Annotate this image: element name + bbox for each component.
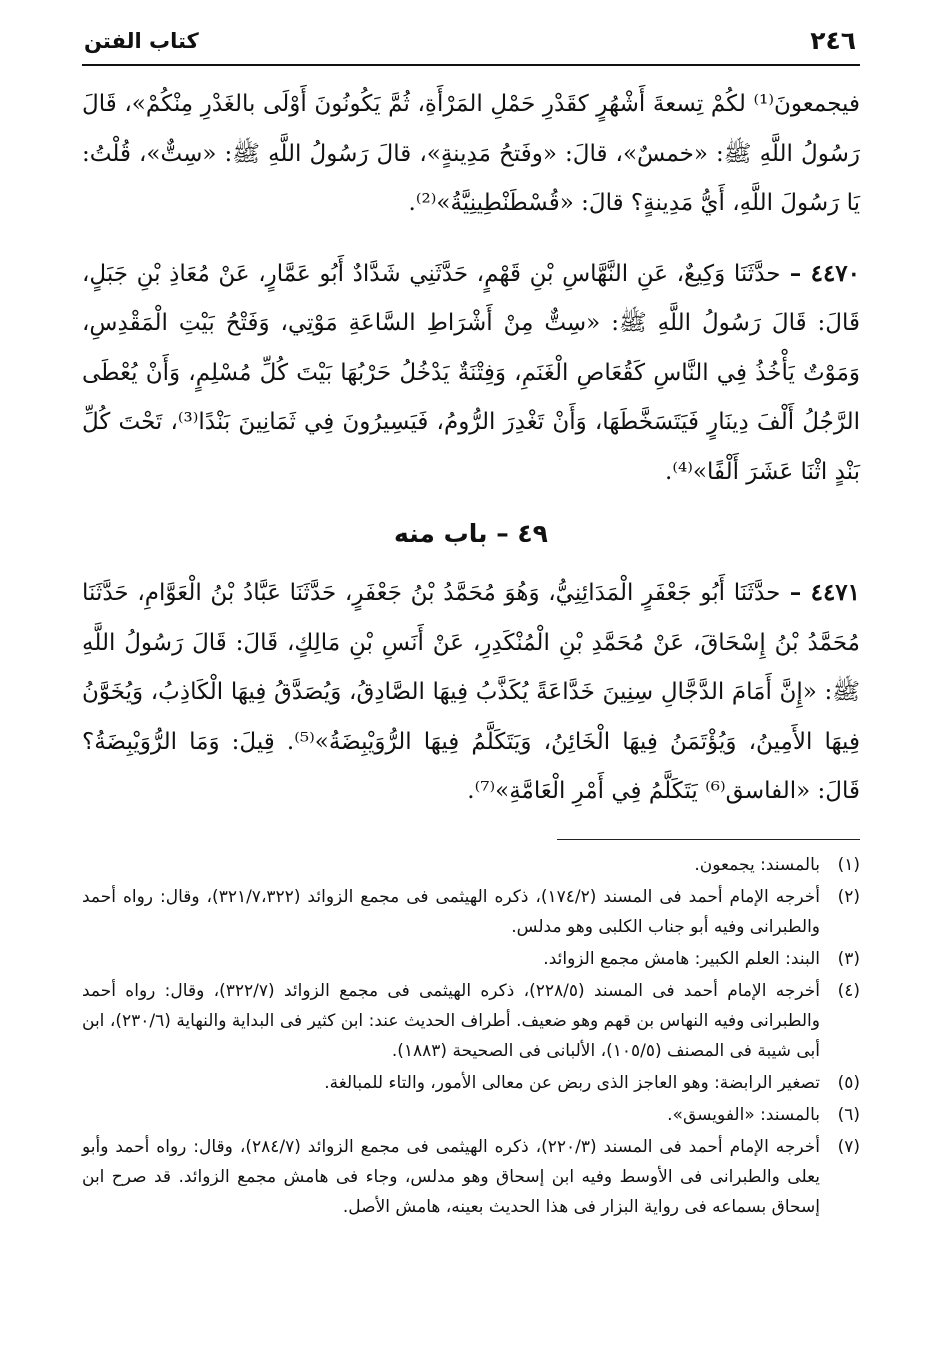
page: [82, 20, 860, 1340]
chapter-heading: ٤٩ – باب منه: [394, 519, 548, 548]
footnotes: [82, 850, 860, 1222]
hadith-4471: [82, 568, 860, 817]
paragraph-text: حدَّثَنَا وَكِيعٌ، عَنِ النَّهَّاسِ بْنِ قَهْمٍ، حَدَّثَنِي شَدَّادٌ أَبُو عَمَّارٍ، عَنْ مُعَاذِ بْنِ جَبَلٍ، قَالَ: قَالَ رَسُولُ اللَّهِ ﷺ: «سِتٌّ مِنْ أَشْرَاطِ السَّاعَةِ مَوْتِي، وَفَتْحُ بَيْتِ الْمَقْدِسِ، وَمَوْتٌ يَأْخُذُ فِي النَّاسِ كَقُعَاصِ الْغَنَمِ، وَفِتْنَةٌ يَدْخُلُ حَرْبُهَا بَيْتَ كُلِّ مُسْلِمٍ، وَأَنْ يُعْطَى الرَّجُلُ أَلْفَ دِينَارٍ فَيَتَسَخَّطَهَا، وَأَنْ تَغْدِرَ الرُّومُ، فَيَسِيرُونَ فِي ثَمَانِينَ بَنْدًا⁽³⁾، تَحْتَ كُلِّ بَنْدٍ اثْنَا عَشَرَ أَلْفًا»⁽⁴⁾.: [82, 260, 860, 485]
footnote-text: أخرجه الإمام أحمد فى المسند (١٧٤/٢)، ذكره الهيثمى فى مجمع الزوائد (٣٢١/٧،٣٢٢)، وقال: رواه أحمد والطبرانى وفيه أبو جناب الكلبى وهو مدلس.: [82, 886, 820, 937]
footnote-number: (٧): [837, 1136, 860, 1157]
hadith-4470: [82, 249, 860, 498]
footnote-number: (٥): [837, 1072, 860, 1093]
paragraph-text: حدَّثَنَا أَبُو جَعْفَرٍ الْمَدَائِنِيُّ، وَهُوَ مُحَمَّدُ بْنُ جَعْفَرٍ، حَدَّثَنَا عَبَّادُ بْنُ الْعَوَّامِ، حَدَّثَنَا مُحَمَّدُ بْنُ إِسْحَاقَ، عَنْ مُحَمَّدِ بْنِ الْمُنْكَدِرِ، عَنْ أَنَسِ بْنِ مَالِكٍ، قَالَ: قَالَ رَسُولُ اللَّهِ ﷺ: «إِنَّ أَمَامَ الدَّجَّالِ سِنِينَ خَدَّاعَةً يُكَذَّبُ فِيهَا الصَّادِقُ، وَيُصَدَّقُ فِيهَا الْكَاذِبُ، وَيُخَوَّنُ فِيهَا الأَمِينُ، وَيُؤْتَمَنُ فِيهَا الْخَائِنُ، وَيَتَكَلَّمُ فِيهَا الرُّوَيْبِضَةُ»⁽⁵⁾. قِيلَ: وَمَا الرُّوَيْبِضَةُ؟ قَالَ: «الفاسق⁽⁶⁾ يَتَكَلَّمُ فِي أَمْرِ الْعَامَّةِ»⁽⁷⁾.: [82, 580, 860, 804]
footnote: [82, 1068, 860, 1098]
footnote-number: (٦): [837, 1104, 860, 1125]
footnote-text: بالمسند: «الفويسق».: [667, 1104, 820, 1125]
footnote-text: البند: العلم الكبير: هامش مجمع الزوائد.: [543, 948, 820, 969]
hadith-dash: –: [780, 259, 811, 287]
running-header: [82, 20, 860, 66]
footnote-number: (٤): [837, 980, 860, 1001]
main-text: [82, 80, 860, 817]
footnote: [82, 1132, 860, 1222]
page-number: ٢٤٦: [810, 26, 856, 55]
paragraph-text: فيجمعونَ⁽¹⁾ لكُمْ تِسعةَ أَشْهُرٍ كقَدْرِ حَمْلِ المَرْأَةِ، ثُمَّ يَكُونُونَ أَوْلَى بالغَدْرِ مِنْكُمْ»، قَالَ رَسُولُ اللَّهِ ﷺ: «خمسٌ»، قالَ: «وفَتحُ مَدِينةٍ»، قالَ رَسُولُ اللَّهِ ﷺ: «سِتٌّ»، قُلْتُ: يَا رَسُولَ اللَّهِ، أَيُّ مَدِينةٍ؟ قالَ: «قُسْطَنْطِينِيَّةُ»⁽²⁾.: [82, 91, 860, 216]
hadith-number: ٤٤٧٠: [810, 259, 861, 287]
footnote: [82, 1100, 860, 1130]
hadith-number: ٤٤٧١: [810, 579, 861, 606]
footnote-number: (٢): [837, 886, 860, 907]
footnote-number: (٣): [837, 948, 860, 969]
footnote-text: بالمسند: يجمعون.: [694, 854, 820, 875]
footnote-text: تصغير الرابضة: وهو العاجز الذى ربض عن معالى الأمور، والتاء للمبالغة.: [324, 1072, 820, 1093]
hadith-dash: –: [780, 579, 811, 606]
footnote-number: (١): [837, 854, 860, 875]
footnote-divider: [557, 839, 860, 840]
book-title: كتاب الفتن: [84, 29, 199, 53]
footnote-text: أخرجه الإمام أحمد فى المسند (٢٢٨/٥)، ذكره الهيثمى فى مجمع الزوائد (٣٢٢/٧)، وقال: رواه أحمد والطبرانى وفيه النهاس بن قهم وهو ضعيف. أطراف الحديث عند: ابن كثير فى البداية والنهاية (٢٣٠/٦)، ابن أبى شيبة فى المصنف (١٠٥/٥)، الألبانى فى الصحيحة (١٨٨٣).: [82, 980, 820, 1061]
paragraph-continuation: [82, 80, 860, 229]
footnote: [82, 850, 860, 880]
footnote: [82, 882, 860, 942]
footnote-text: أخرجه الإمام أحمد فى المسند (٢٢٠/٣)، ذكره الهيثمى فى مجمع الزوائد (٢٨٤/٧)، وقال: رواه أحمد وأبو يعلى والطبرانى فى الأوسط وفيه ابن إسحاق وهو مدلس، وجاء فى هامش مجمع الزوائد. قد صرح ابن إسحاق بسماعه فى رواية البزار فى هذا الحديث بعينه، هامش الأصل.: [82, 1136, 820, 1217]
footnote: [82, 944, 860, 974]
footnote: [82, 976, 860, 1066]
